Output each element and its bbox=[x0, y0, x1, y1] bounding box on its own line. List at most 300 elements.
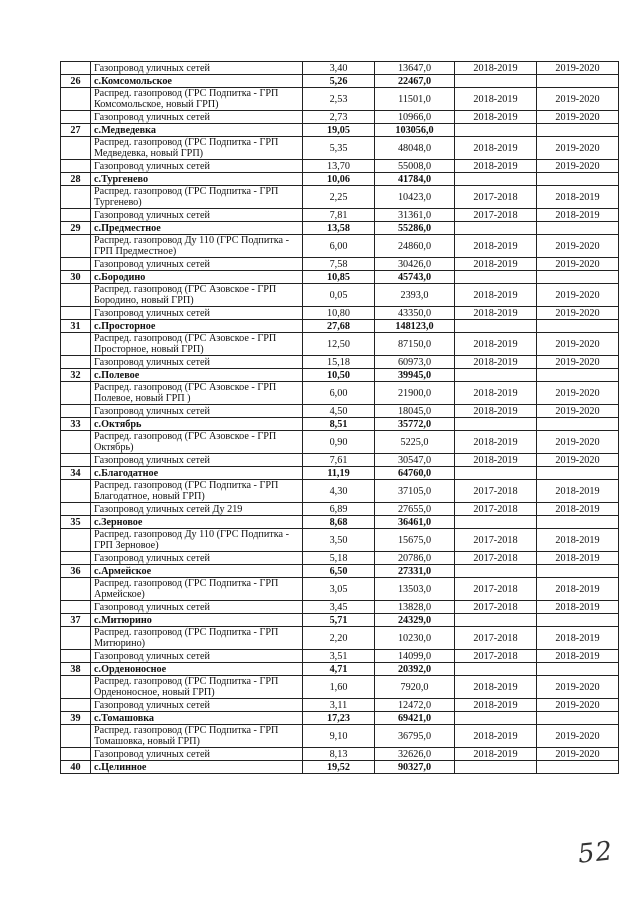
table-row bbox=[61, 284, 619, 307]
row-start-year bbox=[455, 320, 537, 333]
row-start-year bbox=[455, 614, 537, 627]
row-name: Газопровод уличных сетей Ду 219 bbox=[91, 503, 303, 516]
row-cost: 31361,0 bbox=[375, 209, 455, 222]
page-number: 52 bbox=[576, 836, 615, 870]
row-cost: 20786,0 bbox=[375, 552, 455, 565]
row-name: с.Митюрино bbox=[91, 614, 303, 627]
row-length: 1,60 bbox=[303, 676, 375, 699]
row-length: 10,50 bbox=[303, 369, 375, 382]
row-start-year: 2017-2018 bbox=[455, 601, 537, 614]
table-row bbox=[61, 627, 619, 650]
row-length: 2,53 bbox=[303, 88, 375, 111]
row-end-year: 2018-2019 bbox=[537, 186, 619, 209]
row-length: 19,05 bbox=[303, 124, 375, 137]
row-start-year: 2018-2019 bbox=[455, 160, 537, 173]
row-number: 26 bbox=[61, 75, 91, 88]
row-number: 38 bbox=[61, 663, 91, 676]
table-row bbox=[61, 454, 619, 467]
row-name: Распред. газопровод (ГРС Азовское - ГРП Бородино, новый ГРП) bbox=[91, 284, 303, 307]
table-row bbox=[61, 209, 619, 222]
row-start-year bbox=[455, 75, 537, 88]
table-row bbox=[61, 725, 619, 748]
row-name: с.Комсомольское bbox=[91, 75, 303, 88]
row-length: 4,50 bbox=[303, 405, 375, 418]
table-row bbox=[61, 62, 619, 75]
row-start-year: 2017-2018 bbox=[455, 186, 537, 209]
settlement-row bbox=[61, 712, 619, 725]
settlement-row bbox=[61, 369, 619, 382]
row-cost: 30426,0 bbox=[375, 258, 455, 271]
row-number bbox=[61, 699, 91, 712]
settlement-row bbox=[61, 75, 619, 88]
row-start-year: 2018-2019 bbox=[455, 356, 537, 369]
row-length: 4,30 bbox=[303, 480, 375, 503]
row-number bbox=[61, 333, 91, 356]
row-cost: 5225,0 bbox=[375, 431, 455, 454]
row-number bbox=[61, 578, 91, 601]
table-row bbox=[61, 137, 619, 160]
row-name: Распред. газопровод (ГРС Подпитка - ГРП Благодатное, новый ГРП) bbox=[91, 480, 303, 503]
row-number bbox=[61, 111, 91, 124]
row-end-year: 2019-2020 bbox=[537, 699, 619, 712]
row-number bbox=[61, 88, 91, 111]
row-cost: 10423,0 bbox=[375, 186, 455, 209]
table-row bbox=[61, 307, 619, 320]
row-end-year bbox=[537, 761, 619, 774]
table-row bbox=[61, 529, 619, 552]
row-end-year bbox=[537, 565, 619, 578]
row-cost: 14099,0 bbox=[375, 650, 455, 663]
row-length: 8,68 bbox=[303, 516, 375, 529]
row-number: 40 bbox=[61, 761, 91, 774]
row-name: Газопровод уличных сетей bbox=[91, 405, 303, 418]
row-end-year: 2019-2020 bbox=[537, 307, 619, 320]
row-end-year bbox=[537, 271, 619, 284]
row-name: Газопровод уличных сетей bbox=[91, 62, 303, 75]
row-start-year bbox=[455, 467, 537, 480]
row-start-year: 2018-2019 bbox=[455, 88, 537, 111]
row-start-year: 2018-2019 bbox=[455, 382, 537, 405]
row-number bbox=[61, 503, 91, 516]
row-start-year bbox=[455, 516, 537, 529]
settlement-row bbox=[61, 467, 619, 480]
row-cost: 11501,0 bbox=[375, 88, 455, 111]
settlement-row bbox=[61, 663, 619, 676]
row-cost: 24329,0 bbox=[375, 614, 455, 627]
row-start-year bbox=[455, 663, 537, 676]
row-cost: 55008,0 bbox=[375, 160, 455, 173]
row-length: 19,52 bbox=[303, 761, 375, 774]
row-name: с.Томашовка bbox=[91, 712, 303, 725]
row-cost: 37105,0 bbox=[375, 480, 455, 503]
row-length: 3,11 bbox=[303, 699, 375, 712]
gas-pipeline-table bbox=[60, 61, 619, 774]
row-end-year: 2019-2020 bbox=[537, 284, 619, 307]
row-start-year: 2018-2019 bbox=[455, 62, 537, 75]
table-row bbox=[61, 405, 619, 418]
row-end-year: 2019-2020 bbox=[537, 160, 619, 173]
row-start-year bbox=[455, 271, 537, 284]
table-row bbox=[61, 111, 619, 124]
row-name: Газопровод уличных сетей bbox=[91, 650, 303, 663]
table-row bbox=[61, 480, 619, 503]
row-start-year: 2018-2019 bbox=[455, 111, 537, 124]
row-end-year: 2018-2019 bbox=[537, 209, 619, 222]
row-length: 15,18 bbox=[303, 356, 375, 369]
row-number: 39 bbox=[61, 712, 91, 725]
row-end-year: 2018-2019 bbox=[537, 650, 619, 663]
row-cost: 20392,0 bbox=[375, 663, 455, 676]
row-start-year bbox=[455, 565, 537, 578]
row-cost: 21900,0 bbox=[375, 382, 455, 405]
row-length: 9,10 bbox=[303, 725, 375, 748]
row-name: Распред. газопровод (ГРС Подпитка - ГРП Митюрино) bbox=[91, 627, 303, 650]
row-end-year: 2019-2020 bbox=[537, 62, 619, 75]
row-start-year: 2018-2019 bbox=[455, 725, 537, 748]
row-number: 31 bbox=[61, 320, 91, 333]
row-name: Газопровод уличных сетей bbox=[91, 307, 303, 320]
row-number bbox=[61, 186, 91, 209]
row-name: Газопровод уличных сетей bbox=[91, 601, 303, 614]
row-length: 6,50 bbox=[303, 565, 375, 578]
row-end-year bbox=[537, 663, 619, 676]
row-number bbox=[61, 748, 91, 761]
row-cost: 10230,0 bbox=[375, 627, 455, 650]
row-cost: 10966,0 bbox=[375, 111, 455, 124]
row-number: 36 bbox=[61, 565, 91, 578]
row-end-year bbox=[537, 516, 619, 529]
table-row bbox=[61, 431, 619, 454]
row-end-year: 2018-2019 bbox=[537, 601, 619, 614]
table-row bbox=[61, 676, 619, 699]
row-name: с.Бородино bbox=[91, 271, 303, 284]
row-name: Распред. газопровод (ГРС Азовское - ГРП Октябрь) bbox=[91, 431, 303, 454]
row-length: 10,85 bbox=[303, 271, 375, 284]
row-name: Газопровод уличных сетей bbox=[91, 356, 303, 369]
row-length: 0,90 bbox=[303, 431, 375, 454]
row-cost: 2393,0 bbox=[375, 284, 455, 307]
row-cost: 41784,0 bbox=[375, 173, 455, 186]
row-name: Газопровод уличных сетей bbox=[91, 699, 303, 712]
row-length: 5,18 bbox=[303, 552, 375, 565]
row-length: 6,00 bbox=[303, 235, 375, 258]
row-end-year: 2019-2020 bbox=[537, 333, 619, 356]
row-length: 3,05 bbox=[303, 578, 375, 601]
row-number: 37 bbox=[61, 614, 91, 627]
settlement-row bbox=[61, 173, 619, 186]
row-end-year bbox=[537, 75, 619, 88]
row-end-year: 2019-2020 bbox=[537, 88, 619, 111]
row-number bbox=[61, 676, 91, 699]
row-start-year bbox=[455, 761, 537, 774]
row-end-year bbox=[537, 369, 619, 382]
row-end-year: 2019-2020 bbox=[537, 405, 619, 418]
row-start-year bbox=[455, 173, 537, 186]
row-start-year: 2018-2019 bbox=[455, 307, 537, 320]
settlement-row bbox=[61, 418, 619, 431]
row-number bbox=[61, 601, 91, 614]
row-length: 10,80 bbox=[303, 307, 375, 320]
table-row bbox=[61, 382, 619, 405]
row-length: 13,70 bbox=[303, 160, 375, 173]
row-length: 0,05 bbox=[303, 284, 375, 307]
row-cost: 27331,0 bbox=[375, 565, 455, 578]
row-name: Распред. газопровод (ГРС Азовское - ГРП Полевое, новый ГРП ) bbox=[91, 382, 303, 405]
row-length: 2,73 bbox=[303, 111, 375, 124]
row-cost: 60973,0 bbox=[375, 356, 455, 369]
row-cost: 36461,0 bbox=[375, 516, 455, 529]
row-number bbox=[61, 284, 91, 307]
row-length: 7,61 bbox=[303, 454, 375, 467]
row-cost: 48048,0 bbox=[375, 137, 455, 160]
row-length: 5,71 bbox=[303, 614, 375, 627]
row-number bbox=[61, 137, 91, 160]
table-row bbox=[61, 650, 619, 663]
row-start-year bbox=[455, 222, 537, 235]
row-start-year: 2017-2018 bbox=[455, 578, 537, 601]
row-name: Газопровод уличных сетей bbox=[91, 258, 303, 271]
table-row bbox=[61, 333, 619, 356]
row-cost: 32626,0 bbox=[375, 748, 455, 761]
row-cost: 24860,0 bbox=[375, 235, 455, 258]
row-end-year bbox=[537, 173, 619, 186]
row-name: Распред. газопровод (ГРС Подпитка - ГРП Комсомольское, новый ГРП) bbox=[91, 88, 303, 111]
row-number bbox=[61, 405, 91, 418]
row-cost: 87150,0 bbox=[375, 333, 455, 356]
row-end-year bbox=[537, 467, 619, 480]
row-cost: 13828,0 bbox=[375, 601, 455, 614]
row-number bbox=[61, 62, 91, 75]
row-name: с.Тургенево bbox=[91, 173, 303, 186]
row-name: Распред. газопровод Ду 110 (ГРС Подпитка - ГРП Зерновое) bbox=[91, 529, 303, 552]
row-cost: 90327,0 bbox=[375, 761, 455, 774]
row-cost: 36795,0 bbox=[375, 725, 455, 748]
row-number: 34 bbox=[61, 467, 91, 480]
table-row bbox=[61, 601, 619, 614]
row-start-year: 2017-2018 bbox=[455, 503, 537, 516]
row-length: 4,71 bbox=[303, 663, 375, 676]
row-cost: 103056,0 bbox=[375, 124, 455, 137]
row-cost: 30547,0 bbox=[375, 454, 455, 467]
settlement-row bbox=[61, 761, 619, 774]
row-start-year: 2017-2018 bbox=[455, 627, 537, 650]
row-number bbox=[61, 209, 91, 222]
row-name: с.Медведевка bbox=[91, 124, 303, 137]
row-number bbox=[61, 454, 91, 467]
row-start-year: 2018-2019 bbox=[455, 258, 537, 271]
table-body bbox=[61, 62, 619, 774]
table-row bbox=[61, 578, 619, 601]
row-name: с.Зерновое bbox=[91, 516, 303, 529]
row-name: Газопровод уличных сетей bbox=[91, 209, 303, 222]
row-name: Газопровод уличных сетей bbox=[91, 454, 303, 467]
row-start-year: 2018-2019 bbox=[455, 137, 537, 160]
row-length: 3,40 bbox=[303, 62, 375, 75]
row-end-year: 2019-2020 bbox=[537, 431, 619, 454]
row-end-year: 2019-2020 bbox=[537, 454, 619, 467]
row-length: 11,19 bbox=[303, 467, 375, 480]
row-name: Распред. газопровод Ду 110 (ГРС Подпитка - ГРП Предместное) bbox=[91, 235, 303, 258]
row-name: Газопровод уличных сетей bbox=[91, 111, 303, 124]
row-start-year bbox=[455, 418, 537, 431]
row-end-year: 2019-2020 bbox=[537, 725, 619, 748]
table-row bbox=[61, 503, 619, 516]
row-start-year: 2017-2018 bbox=[455, 480, 537, 503]
row-start-year: 2018-2019 bbox=[455, 235, 537, 258]
row-end-year: 2019-2020 bbox=[537, 356, 619, 369]
row-end-year bbox=[537, 418, 619, 431]
row-name: Распред. газопровод (ГРС Подпитка - ГРП Орденоносное, новый ГРП) bbox=[91, 676, 303, 699]
settlement-row bbox=[61, 516, 619, 529]
table-row bbox=[61, 160, 619, 173]
row-length: 13,58 bbox=[303, 222, 375, 235]
row-length: 5,26 bbox=[303, 75, 375, 88]
row-length: 6,00 bbox=[303, 382, 375, 405]
row-length: 8,13 bbox=[303, 748, 375, 761]
row-cost: 13647,0 bbox=[375, 62, 455, 75]
row-length: 8,51 bbox=[303, 418, 375, 431]
settlement-row bbox=[61, 320, 619, 333]
settlement-row bbox=[61, 124, 619, 137]
row-length: 17,23 bbox=[303, 712, 375, 725]
row-name: с.Полевое bbox=[91, 369, 303, 382]
row-end-year bbox=[537, 124, 619, 137]
row-name: с.Целинное bbox=[91, 761, 303, 774]
row-name: Распред. газопровод (ГРС Подпитка - ГРП Армейское) bbox=[91, 578, 303, 601]
row-cost: 45743,0 bbox=[375, 271, 455, 284]
row-length: 7,81 bbox=[303, 209, 375, 222]
row-cost: 69421,0 bbox=[375, 712, 455, 725]
row-name: Распред. газопровод (ГРС Подпитка - ГРП Медведевка, новый ГРП) bbox=[91, 137, 303, 160]
row-number: 29 bbox=[61, 222, 91, 235]
row-number: 27 bbox=[61, 124, 91, 137]
row-number bbox=[61, 529, 91, 552]
row-length: 3,50 bbox=[303, 529, 375, 552]
row-name: с.Просторное bbox=[91, 320, 303, 333]
row-start-year bbox=[455, 369, 537, 382]
table-row bbox=[61, 235, 619, 258]
row-cost: 15675,0 bbox=[375, 529, 455, 552]
row-number: 28 bbox=[61, 173, 91, 186]
row-length: 27,68 bbox=[303, 320, 375, 333]
row-name: Распред. газопровод (ГРС Азовское - ГРП Просторное, новый ГРП) bbox=[91, 333, 303, 356]
row-name: с.Октябрь bbox=[91, 418, 303, 431]
table-row bbox=[61, 258, 619, 271]
row-end-year: 2018-2019 bbox=[537, 503, 619, 516]
row-number bbox=[61, 356, 91, 369]
row-end-year: 2019-2020 bbox=[537, 235, 619, 258]
row-end-year: 2018-2019 bbox=[537, 529, 619, 552]
row-name: с.Армейское bbox=[91, 565, 303, 578]
row-number bbox=[61, 480, 91, 503]
row-number bbox=[61, 258, 91, 271]
settlement-row bbox=[61, 565, 619, 578]
row-name: с.Благодатное bbox=[91, 467, 303, 480]
row-start-year: 2018-2019 bbox=[455, 676, 537, 699]
row-start-year: 2018-2019 bbox=[455, 333, 537, 356]
row-start-year: 2017-2018 bbox=[455, 552, 537, 565]
row-number bbox=[61, 382, 91, 405]
row-end-year: 2018-2019 bbox=[537, 627, 619, 650]
row-number: 33 bbox=[61, 418, 91, 431]
row-number bbox=[61, 725, 91, 748]
row-cost: 18045,0 bbox=[375, 405, 455, 418]
row-number bbox=[61, 552, 91, 565]
row-end-year: 2019-2020 bbox=[537, 258, 619, 271]
row-end-year bbox=[537, 614, 619, 627]
row-end-year bbox=[537, 712, 619, 725]
row-length: 3,51 bbox=[303, 650, 375, 663]
row-start-year: 2017-2018 bbox=[455, 529, 537, 552]
row-cost: 39945,0 bbox=[375, 369, 455, 382]
row-length: 12,50 bbox=[303, 333, 375, 356]
row-end-year: 2019-2020 bbox=[537, 676, 619, 699]
settlement-row bbox=[61, 222, 619, 235]
row-end-year: 2018-2019 bbox=[537, 552, 619, 565]
row-start-year: 2018-2019 bbox=[455, 748, 537, 761]
row-start-year: 2017-2018 bbox=[455, 209, 537, 222]
row-cost: 7920,0 bbox=[375, 676, 455, 699]
row-name: Распред. газопровод (ГРС Подпитка - ГРП Томашовка, новый ГРП) bbox=[91, 725, 303, 748]
table-row bbox=[61, 356, 619, 369]
row-end-year: 2019-2020 bbox=[537, 137, 619, 160]
row-cost: 13503,0 bbox=[375, 578, 455, 601]
row-cost: 22467,0 bbox=[375, 75, 455, 88]
row-cost: 55286,0 bbox=[375, 222, 455, 235]
row-name: Распред. газопровод (ГРС Подпитка - ГРП Тургенево) bbox=[91, 186, 303, 209]
row-length: 7,58 bbox=[303, 258, 375, 271]
row-end-year bbox=[537, 320, 619, 333]
row-length: 2,25 bbox=[303, 186, 375, 209]
row-number bbox=[61, 431, 91, 454]
row-number bbox=[61, 307, 91, 320]
settlement-row bbox=[61, 271, 619, 284]
row-start-year bbox=[455, 712, 537, 725]
row-cost: 35772,0 bbox=[375, 418, 455, 431]
row-number bbox=[61, 627, 91, 650]
table-row bbox=[61, 552, 619, 565]
row-number: 32 bbox=[61, 369, 91, 382]
row-end-year: 2018-2019 bbox=[537, 480, 619, 503]
row-cost: 12472,0 bbox=[375, 699, 455, 712]
table-row bbox=[61, 699, 619, 712]
row-start-year: 2018-2019 bbox=[455, 431, 537, 454]
row-number bbox=[61, 160, 91, 173]
row-cost: 64760,0 bbox=[375, 467, 455, 480]
row-number: 30 bbox=[61, 271, 91, 284]
row-length: 6,89 bbox=[303, 503, 375, 516]
row-name: Газопровод уличных сетей bbox=[91, 160, 303, 173]
row-cost: 27655,0 bbox=[375, 503, 455, 516]
row-length: 3,45 bbox=[303, 601, 375, 614]
row-name: Газопровод уличных сетей bbox=[91, 552, 303, 565]
row-start-year: 2017-2018 bbox=[455, 650, 537, 663]
row-length: 5,35 bbox=[303, 137, 375, 160]
row-cost: 148123,0 bbox=[375, 320, 455, 333]
row-number bbox=[61, 650, 91, 663]
row-number: 35 bbox=[61, 516, 91, 529]
row-start-year: 2018-2019 bbox=[455, 405, 537, 418]
row-cost: 43350,0 bbox=[375, 307, 455, 320]
row-end-year bbox=[537, 222, 619, 235]
table-row bbox=[61, 88, 619, 111]
row-length: 2,20 bbox=[303, 627, 375, 650]
row-end-year: 2019-2020 bbox=[537, 748, 619, 761]
row-name: с.Предместное bbox=[91, 222, 303, 235]
row-end-year: 2018-2019 bbox=[537, 578, 619, 601]
row-start-year: 2018-2019 bbox=[455, 699, 537, 712]
table-row bbox=[61, 186, 619, 209]
